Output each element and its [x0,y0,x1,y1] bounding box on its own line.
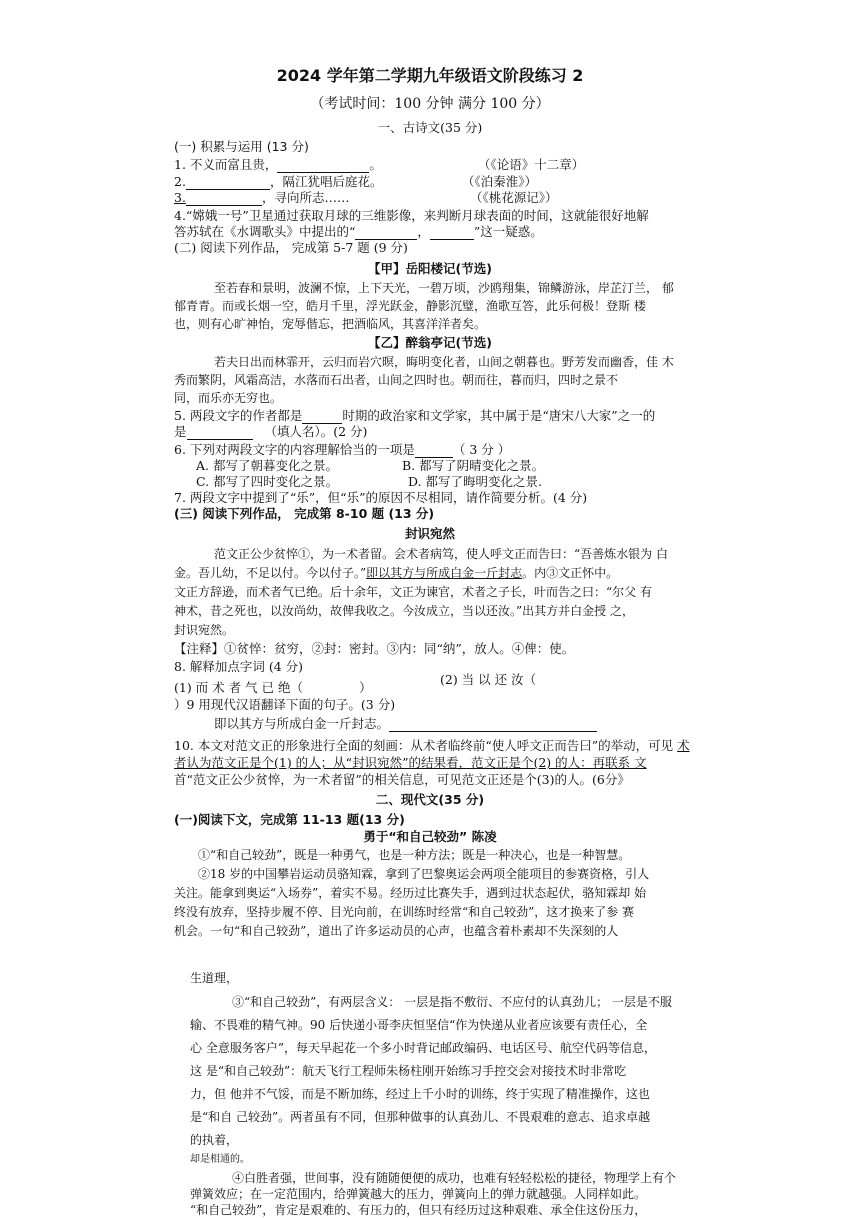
q1-blank[interactable] [277,159,369,173]
sec3-line-5: 封识宛然。 [174,623,235,637]
sec3-line-3: 文正方辞逊，而术者气已绝。后十余年，文正为谏官，术者之子长，叶而告之曰：“尔父 有 [174,585,652,599]
sec3-title: 封识宛然 [404,526,455,541]
q4-line-b [174,224,543,240]
sec4-p1: ①“和自己较劲”，既是一种勇气，也是一种方法；既是一种决心，也是一种智慧。 [198,848,631,862]
jia-line-1: 至若春和景明，波澜不惊，上下天光，一碧万顷，沙鸥翔集，锦鳞游泳，岸芷汀兰， 郁 [214,281,674,295]
sec4-p3-line-2: 输、不畏难的精气神。90 后快递小哥李庆恒坚信“作为快递从业者应该要有责任心，全 [190,1018,648,1032]
q4-blank-2[interactable] [430,226,474,240]
sec4-p2-line-4: 机会。一句“和自己较劲”，道出了许多运动员的心声，也蕴含着朴素却不失深刻的人 [174,924,619,938]
sec3-line-4: 神术，昔之死也，以汝尚幼，故俾我收之。今汝成立，当以还汝。”出其方并白金授 之， [174,604,634,618]
sec1-heading: (一) 积累与运用 (13 分) [174,139,309,154]
sec3-line-1: 范文正公少贫悴①，为一术者留。会术者病笃，使人呼文正而告曰：“吾善炼水银为 白 [214,547,668,561]
sec4-p2-line-2: 关注。能拿到奥运“入场券”，着实不易。经历过比赛失手，遇到过状态起伏，骆知霖却 始 [174,886,647,900]
sec3-line-2c: 。内③文正怀中。 [522,566,619,580]
q4-blank-1[interactable] [355,226,417,240]
sec4-heading: (一)阅读下文，完成第 11-13 题(13 分) [174,812,405,827]
sec4-p2-line-5: 生道理， [190,971,239,985]
q3-text: ，寻向所志…… [261,190,350,205]
q5-text-d: （填人名）。(2 分) [264,424,368,439]
q4-comma: ， [417,224,430,239]
sec4-p3-line-5: 力，但 他并不气馁，而是不断加练，经过上千小时的训练，终于实现了精准操作，这也 [190,1087,650,1101]
sec4-p3-line-7: 的执着， [190,1133,239,1147]
q5-line-b [174,424,367,440]
sec3-line-2 [174,565,618,581]
q7-text: 7. 两段文字中提到了“乐”，但“乐”的原因不尽相同，请作简要分析。(4 分) [174,490,588,505]
sec4-title: 勇于“和自己较劲” 陈凌 [363,829,497,844]
q6-blank[interactable] [415,444,453,458]
sec4-p3-line-6: 是“和自 己较劲”。两者虽有不同，但那种做事的认真劲儿、不畏艰难的意志、追求卓越 [190,1110,651,1124]
q2-blank[interactable] [186,176,270,190]
q3-blank[interactable] [186,192,262,206]
q8-item-1-end: ） [359,680,372,695]
q3-source: （《桃花源记》） [470,190,558,205]
q6-text: 6. 下列对两段文字的内容理解恰当的一项是 [174,442,415,457]
q2-line [174,174,382,190]
q2-source: （《泊秦淮》） [462,174,538,189]
q10-line-a [174,738,690,754]
q10-text-a1: 10. 本文对范文正的形象进行全面的刻画：从术者临终前“使人呼文正而告曰”的举动，可见 [174,738,678,753]
q3-num: 3. [174,190,186,205]
q5-blank-2[interactable] [187,426,253,440]
q6-option-b: B. 都写了阴晴变化之景。 [402,458,545,473]
sec4-p3-line-8: 却是相通的。 [190,1154,250,1165]
jia-line-3: 也，则有心旷神怡，宠辱偕忘，把酒临风，其喜洋洋者矣。 [174,317,487,331]
q2-num: 2. [174,174,186,189]
part2-heading: 二、现代文(35 分) [375,792,485,807]
sec2-heading: (二) 阅读下列作品， 完成第 5-7 题 (9 分) [174,240,408,255]
q8-item-1-text: (1) 而 术 者 气 已 绝（ [174,680,304,695]
sec3-line-2a: 金。吾儿幼，不足以付。今以付子。” [174,566,367,580]
q9-text: ）9 用现代汉语翻译下面的句子。(3 分) [174,697,396,712]
q8-text: 8. 解释加点字词 (4 分) [174,659,304,674]
sec4-p4-line-1: ④白胜者强，世间事，没有随随便便的成功，也难有轻轻松松的捷径，物理学上有个 [232,1171,677,1185]
q10-text-a2: 术 [677,738,690,753]
q1-text: 1. 不义而富且贵， [174,157,278,172]
q4-text-b: 答苏轼在《水调歌头》中提出的“ [174,224,356,239]
yi-line-3: 同，而乐亦无穷也。 [174,391,283,405]
q6-line [174,442,510,458]
q5-text-b: 时期的政治家和文学家，其中属于是“唐宋八大家”之一的 [342,408,656,423]
q8-item-2: (2) 当 以 还 汝（ [440,672,537,687]
jia-title: 【甲】岳阳楼记(节选) [368,261,492,276]
q4-line-a: 4.“嫦娥一号”卫星通过获取月球的三维影像，来判断月球表面的时间，这就能很好地解 [174,208,649,223]
q5-blank-1[interactable] [302,410,342,424]
q6-points: （ 3 分 ） [452,442,511,457]
sec4-p4-line-2: 弹簧效应；在一定范围内，给弹簧越大的压力，弹簧向上的弹力就越强。人同样如此。 [190,1187,647,1201]
sec4-p3-line-4: 这 是“和自己较劲”：航天飞行工程师朱杨柱刚开始练习手控交会对接技术时非常吃 [190,1064,627,1078]
q8-item-1 [174,680,372,696]
jia-line-2: 郁青青。而或长烟一空，皓月千里，浮光跃金，静影沉璧，渔歌互答，此乐何极！登斯 楼 [174,299,646,313]
q9-answer-blank[interactable] [389,718,597,732]
q4-text-c: ”这一疑惑。 [473,224,543,239]
q5-text-c: 是 [174,424,187,439]
q1-line [174,157,382,173]
q1-source: （《论语》十二章） [478,157,585,172]
q5-line-a [174,408,655,424]
part1-heading: 一、古诗文(35 分) [377,120,483,135]
yi-line-2: 秀而繁阴，风霜高洁，水落而石出者，山间之四时也。朝而往，暮而归，四时之景不 [174,373,619,387]
q9-sentence-line [214,716,597,732]
q6-option-c: C. 都写了四时变化之景。 [196,474,339,489]
yi-line-1: 若夫日出而林霏开，云归而岩穴暝，晦明变化者，山间之朝暮也。野芳发而幽香，佳 木 [214,355,674,369]
yi-title: 【乙】醉翁亭记(节选) [368,335,492,350]
q6-option-d: D. 都写了晦明变化之景. [408,474,542,489]
q9-sentence: 即以其方与所成白金一斤封志。 [214,716,390,731]
sec3-note: 【注释】①贫悴：贫穷，②封：密封。③内：同“纳”，放人。④俾：使。 [174,641,575,656]
q3-line [174,190,349,206]
sec4-p4-line-3: “和自己较劲”，肯定是艰难的、有压力的，但只有经历过这种艰难、承全住这份压力， [190,1203,647,1217]
sec3-underlined-sentence: 即以其方与所成白金一斤封志 [366,566,523,580]
q5-text-a: 5. 两段文字的作者都是 [174,408,303,423]
q2-text: ，隔江犹唱后庭花。 [269,174,383,189]
q10-line-b: 者认为范文正是个(1) 的人；从“封识宛然”的结果看，范文正是个(2) 的人：再联系 文 [174,755,647,770]
exam-title: 2024 学年第二学期九年级语文阶段练习 2 [276,66,584,85]
exam-subtitle: （考试时间：100 分钟 满分 100 分） [310,96,550,112]
sec4-p2-line-1: ②18 岁的中国攀岩运动员骆知霖，拿到了巴黎奥运会两项全能项目的参赛资格，引人 [198,867,650,881]
q1-end: 。 [369,157,382,172]
q6-option-a: A. 都写了朝暮变化之景。 [196,458,338,473]
sec4-p3-line-3: 心 全意服务客户”，每天早起花一个多小时背记邮政编码、电话区号、航空代码等信息， [190,1041,656,1055]
sec4-p2-line-3: 终没有放弃，坚持步履不停、目光向前，在训练时经常“和自己较劲”，这才换来了参 赛 [174,905,635,919]
q10-line-c: 首“范文正公少贫悴，为一术者留”的相关信息，可见范文正还是个(3)的人。(6分》 [174,772,630,787]
sec3-heading: (三) 阅读下列作品， 完成第 8-10 题 (13 分) [174,506,435,521]
sec4-p3-line-1: ③“和自己较劲”，有两层含义： 一层是指不敷衍、不应付的认真劲儿； 一层是不服 [232,995,672,1009]
